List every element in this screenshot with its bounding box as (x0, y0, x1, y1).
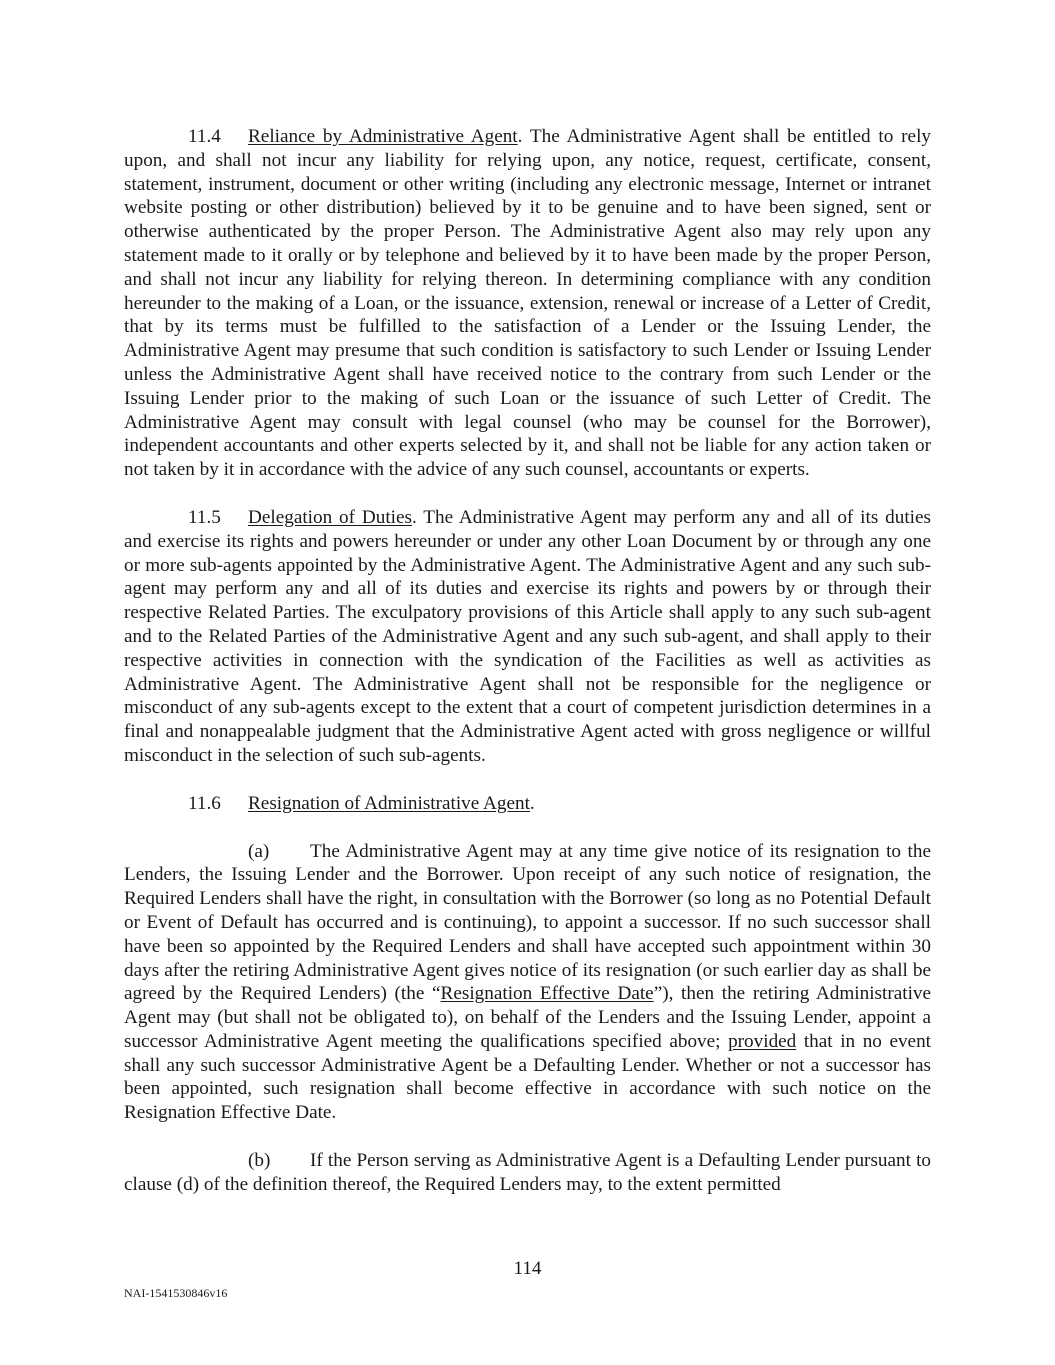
proviso-term: provided (728, 1030, 797, 1052)
defined-term: Resignation Effective Date (440, 983, 654, 1005)
subsection-text: If the Person serving as Administrative Agent is a Defaulting Lender pursuant to clause (d) of the definition thereof, the Required Lenders may, to the extent permitted (124, 1150, 931, 1195)
subsection-text-3: that in no event shall any such successor Administrative Agent be a Defaulting Lender. Whether or not a successor has been appointed, such resignation shall become effective in accordance with such notice on the Resignation Effective Date. (124, 1030, 931, 1124)
subsection-b (124, 1149, 931, 1197)
section-heading: Delegation of Duties (248, 506, 412, 528)
section-number: 11.5 (188, 506, 221, 528)
section-body: . The Administrative Agent shall be entitled to rely upon, and shall not incur any liability for relying upon, any notice, request, certificate, consent, statement, instrument, document or other writing (including any electronic message, Internet or intranet website posting or other distribution) believed by it to be genuine and to have been signed, sent or otherwise authenticated by the proper Person. The Administrative Agent also may rely upon any statement made to it orally or by telephone and believed by it to have been made by the proper Person, and shall not incur any liability for relying thereon. In determining compliance with any condition hereunder to the making of a Loan, or the issuance, extension, renewal or increase of a Letter of Credit, that by its terms must be fulfilled to the satisfaction of a Lender or the Issuing Lender, the Administrative Agent may presume that such condition is satisfactory to such Lender or Issuing Lender unless the Administrative Agent shall have received notice to the contrary from such Lender or the Issuing Lender prior to the making of such Loan or the issuance of such Letter of Credit. The Administrative Agent may consult with legal counsel (who may be counsel for the Borrower), independent accountants and other experts selected by it, and shall not be liable for any action taken or not taken by it in accordance with the advice of any such counsel, accountants or experts. (124, 126, 931, 481)
subsection-text-1: The Administrative Agent may at any time give notice of its resignation to the Lenders, the Issuing Lender and the Borrower. Upon receipt of any such notice of resignation, the Required Lenders shall have the right, in consultation with the Borrower (so long as no Potential Default or Event of Default has occurred and is continuing), to appoint a successor. If no such successor shall have been so appointed by the Required Lenders and shall have accepted such appointment within 30 days after the retiring Administrative Agent gives notice of its resignation (or such earlier day as shall be agreed by the Required Lenders) (the “ (124, 840, 931, 1005)
subsection-text-2: ”), then the retiring Administrative Agent may (but shall not be obligated to), on behalf of the Lenders and the Issuing Lender, appoint a successor Administrative Agent meeting the qualifications specified above; (124, 983, 932, 1052)
page-body (124, 125, 931, 1197)
section-heading: Resignation of Administrative Agent (248, 792, 530, 814)
page-number: 114 (513, 1258, 542, 1279)
section-11-6 (124, 792, 931, 816)
paragraph-gap (124, 816, 931, 840)
section-heading: Reliance by Administrative Agent (248, 126, 518, 147)
paragraph-gap (124, 482, 931, 506)
section-number: 11.4 (188, 126, 221, 147)
section-11-4 (124, 125, 931, 482)
document-id: NAI-1541530846v16 (124, 1286, 228, 1300)
subsection-label: (b) (248, 1150, 271, 1172)
subsection-label: (a) (248, 840, 270, 862)
paragraph-gap (124, 1125, 931, 1149)
section-heading-trail: . (529, 792, 535, 814)
section-11-5 (124, 506, 931, 768)
paragraph-gap (124, 768, 931, 792)
section-body: . The Administrative Agent may perform any and all of its duties and exercise its rights and powers hereunder or under any other Loan Document by or through any one or more sub-agents appointed by the Administrative Agent. The Administrative Agent and any such sub-agent may perform any and all of its duties and exercise its rights and powers by or through their respective Related Parties. The exculpatory provisions of this Article shall apply to any such sub-agent and to the Related Parties of the Administrative Agent and any such sub-agent, and shall apply to their respective activities in connection with the syndication of the Facilities as well as activities as Administrative Agent. The Administrative Agent shall not be responsible for the negligence or misconduct of any sub-agents except to the extent that a court of competent jurisdiction determines in a final and nonappealable judgment that the Administrative Agent acted with gross negligence or willful misconduct in the selection of such sub-agents. (124, 506, 931, 766)
section-number: 11.6 (188, 792, 221, 814)
subsection-a (124, 840, 931, 1126)
